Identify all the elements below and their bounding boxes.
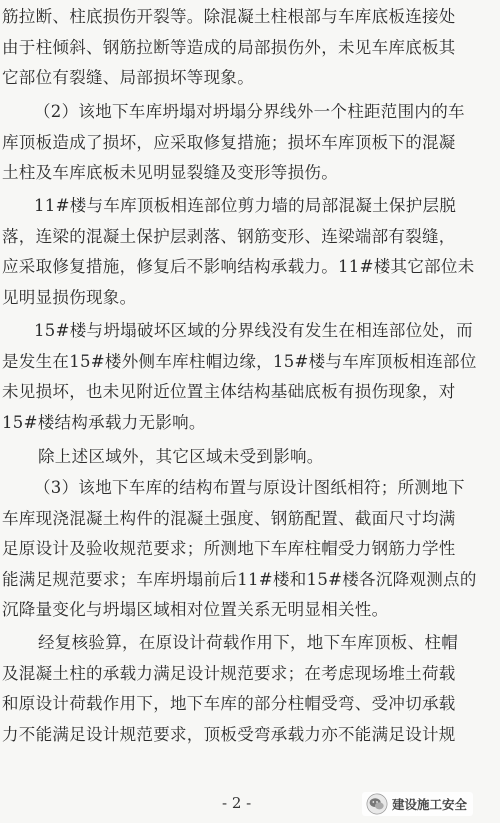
text-line: 15#楼与坍塌破坏区域的分界线没有发生在相连部位处，而 [34,321,473,340]
text-line: 它部位有裂缝、局部损坏等现象。 [2,68,254,87]
paragraph-3 [0,191,500,313]
text-line: 15#楼结构承载力无影响。 [2,412,206,432]
text-line: 土柱及车库底板未见明显裂缝及变形等损伤。 [2,163,338,182]
text-line: （2）该地下车库坍塌对坍塌分界线外一个柱距范围内的车 [34,102,465,121]
text-line: 沉降量变化与坍塌区域相对位置关系无明显相关性。 [2,600,389,619]
text-line: 筋拉断、柱底损伤开裂等。除混凝土柱根部与车库底板连接处 [2,7,456,26]
watermark-text: 建设施工安全 [392,797,468,812]
paragraph-5 [0,442,500,473]
paragraph-1 [0,2,500,94]
text-line: 和原设计荷载作用下，地下车库的部分柱帽受弯、受冲切承载 [2,694,456,713]
text-line: 未见损坏，也未见附近位置主体结构基础底板有损伤现象，对 [2,382,456,401]
page-footer [0,790,500,820]
text-line: 11#楼与车库顶板相连部位剪力墙的局部混凝土保护层脱 [34,196,457,215]
text-line: 落，连梁的混凝土保护层剥落、钢筋变形、连梁端部有裂缝， [2,226,456,246]
text-line: 能满足规范要求；车库坍塌前后11#楼和15#楼各沉降观测点的 [2,569,477,589]
page-number: - 2 - [222,794,252,812]
paragraph-7 [0,628,500,750]
text-line: 是发生在15#楼外侧车库柱帽边缘，15#楼与车库顶板相连部位 [2,351,477,371]
text-line: 除上述区域外，其它区域未受到影响。 [38,447,324,466]
watermark [362,792,473,816]
text-line: 及混凝土柱的承载力满足设计规范要求；在考虑现场堆土荷载 [2,663,456,683]
paragraph-2 [0,97,500,189]
paragraph-6 [0,473,500,626]
paragraph-4 [0,316,500,438]
text-line: 见明显损伤现象。 [2,287,137,307]
text-line: 库顶板造成了损坏，应采取修复措施；损坏车库顶板下的混凝 [2,132,456,152]
text-line: 由于柱倾斜、钢筋拉断等造成的局部损伤外，未见车库底板其 [2,37,456,57]
wechat-icon [366,793,388,815]
text-line: （3）该地下车库的结构布置与原设计图纸相符；所测地下 [34,478,465,497]
text-line: 力不能满足设计规范要求，顶板受弯承载力亦不能满足设计规 [2,724,456,744]
text-line: 车库现浇混凝土构件的混凝土强度、钢筋配置、截面尺寸均满 [2,508,456,528]
text-line: 足原设计及验收规范要求；所测地下车库柱帽受力钢筋力学性 [2,539,456,558]
text-line: 应采取修复措施，修复后不影响结构承载力。11#楼其它部位未 [2,257,475,276]
text-line: 经复核验算，在原设计荷载作用下，地下车库顶板、柱帽 [38,633,458,652]
